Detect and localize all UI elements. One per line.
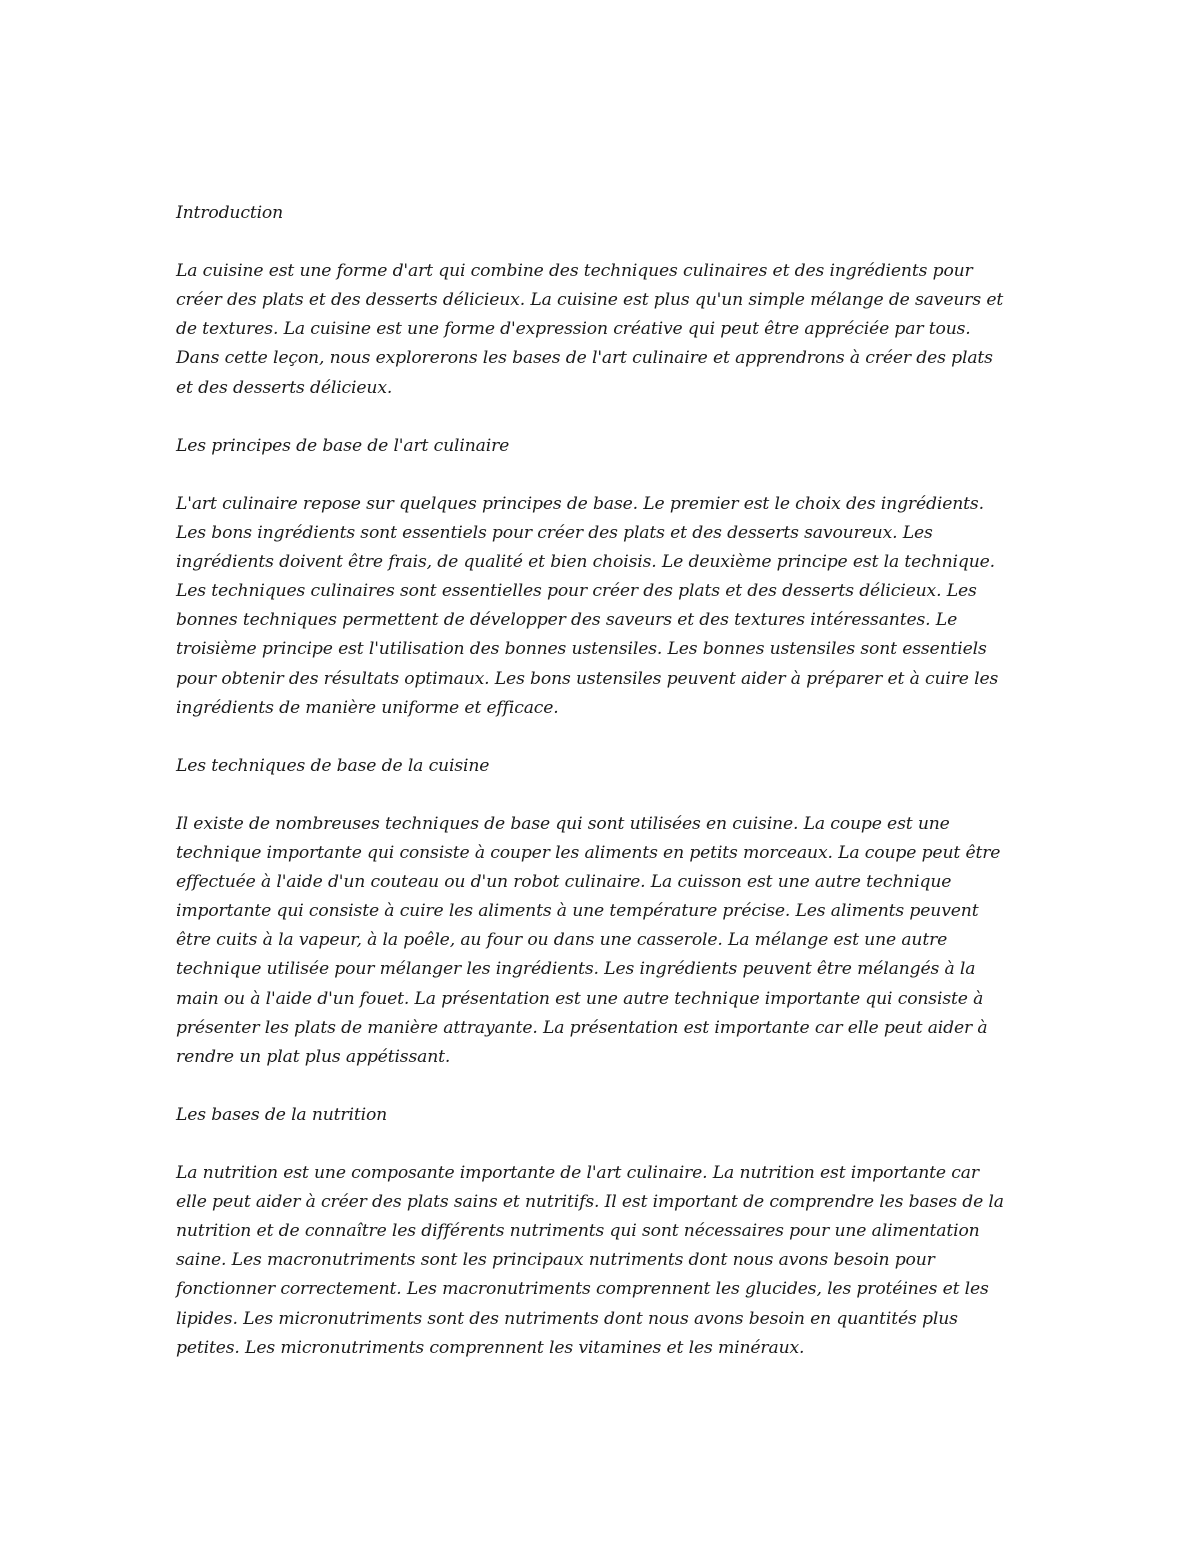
- paragraph-line: bonnes techniques permettent de développer des saveurs et des textures intéressantes. Le: [176, 610, 958, 631]
- section-heading: Les techniques de base de la cuisine: [176, 755, 490, 776]
- section-heading: Les bases de la nutrition: [176, 1104, 388, 1125]
- document-page: [176, 199, 1036, 1392]
- paragraph-line: technique utilisée pour mélanger les ingrédients. Les ingrédients peuvent être mélangés à la: [176, 959, 976, 980]
- paragraph-line: troisième principe est l'utilisation des bonnes ustensiles. Les bonnes ustensiles sont essentiels: [176, 639, 987, 660]
- paragraph-line: et des desserts délicieux.: [176, 377, 393, 398]
- paragraph-line: elle peut aider à créer des plats sains et nutritifs. Il est important de comprendre les bases de la: [176, 1192, 1004, 1213]
- section-paragraph: [176, 490, 1036, 723]
- paragraph-line: Les bons ingrédients sont essentiels pour créer des plats et des desserts savoureux. Les: [176, 523, 933, 544]
- paragraph-line: saine. Les macronutriments sont les principaux nutriments dont nous avons besoin pour: [176, 1250, 935, 1271]
- paragraph-line: Il existe de nombreuses techniques de base qui sont utilisées en cuisine. La coupe est une: [176, 813, 950, 834]
- paragraph-line: Les techniques culinaires sont essentielles pour créer des plats et des desserts délicieux. Les: [176, 581, 977, 602]
- paragraph-line: rendre un plat plus appétissant.: [176, 1046, 451, 1067]
- section-heading: Introduction: [176, 203, 284, 223]
- paragraph-line: L'art culinaire repose sur quelques principes de base. Le premier est le choix des ingrédients.: [176, 493, 984, 514]
- paragraph-line: main ou à l'aide d'un fouet. La présentation est une autre technique importante qui consiste à: [176, 988, 984, 1009]
- paragraph-line: technique importante qui consiste à couper les aliments en petits morceaux. La coupe peut être: [176, 843, 1001, 864]
- paragraph-line: ingrédients doivent être frais, de qualité et bien choisis. Le deuxième principe est la technique.: [176, 552, 995, 573]
- paragraph-line: créer des plats et des desserts délicieux. La cuisine est plus qu'un simple mélange de saveurs et: [176, 290, 1004, 311]
- paragraph-line: fonctionner correctement. Les macronutriments comprennent les glucides, les protéines et les: [176, 1279, 989, 1300]
- paragraph-line: être cuits à la vapeur, à la poêle, au four ou dans une casserole. La mélange est une autre: [176, 930, 948, 951]
- paragraph-line: de textures. La cuisine est une forme d'expression créative qui peut être appréciée par tous.: [176, 319, 971, 340]
- paragraph-line: importante qui consiste à cuire les aliments à une température précise. Les aliments peuvent: [176, 901, 979, 922]
- paragraph-line: lipides. Les micronutriments sont des nutriments dont nous avons besoin en quantités plus: [176, 1308, 958, 1329]
- section-paragraph: [176, 810, 1036, 1072]
- paragraph-line: Dans cette leçon, nous explorerons les bases de l'art culinaire et apprendrons à créer des plats: [176, 348, 993, 369]
- paragraph-line: ingrédients de manière uniforme et efficace.: [176, 697, 559, 718]
- paragraph-line: La nutrition est une composante importante de l'art culinaire. La nutrition est importante car: [176, 1163, 979, 1184]
- paragraph-line: nutrition et de connaître les différents nutriments qui sont nécessaires pour une alimentation: [176, 1221, 980, 1242]
- section-paragraph: [176, 257, 1036, 402]
- paragraph-line: pour obtenir des résultats optimaux. Les bons ustensiles peuvent aider à préparer et à cuire les: [176, 668, 999, 689]
- paragraph-line: effectuée à l'aide d'un couteau ou d'un robot culinaire. La cuisson est une autre technique: [176, 872, 952, 893]
- paragraph-line: La cuisine est une forme d'art qui combine des techniques culinaires et des ingrédients pour: [176, 261, 973, 282]
- section-paragraph: [176, 1159, 1036, 1363]
- section-heading: Les principes de base de l'art culinaire: [176, 435, 510, 456]
- paragraph-line: petites. Les micronutriments comprennent les vitamines et les minéraux.: [176, 1337, 805, 1358]
- paragraph-line: présenter les plats de manière attrayante. La présentation est importante car elle peut aider à: [176, 1017, 988, 1038]
